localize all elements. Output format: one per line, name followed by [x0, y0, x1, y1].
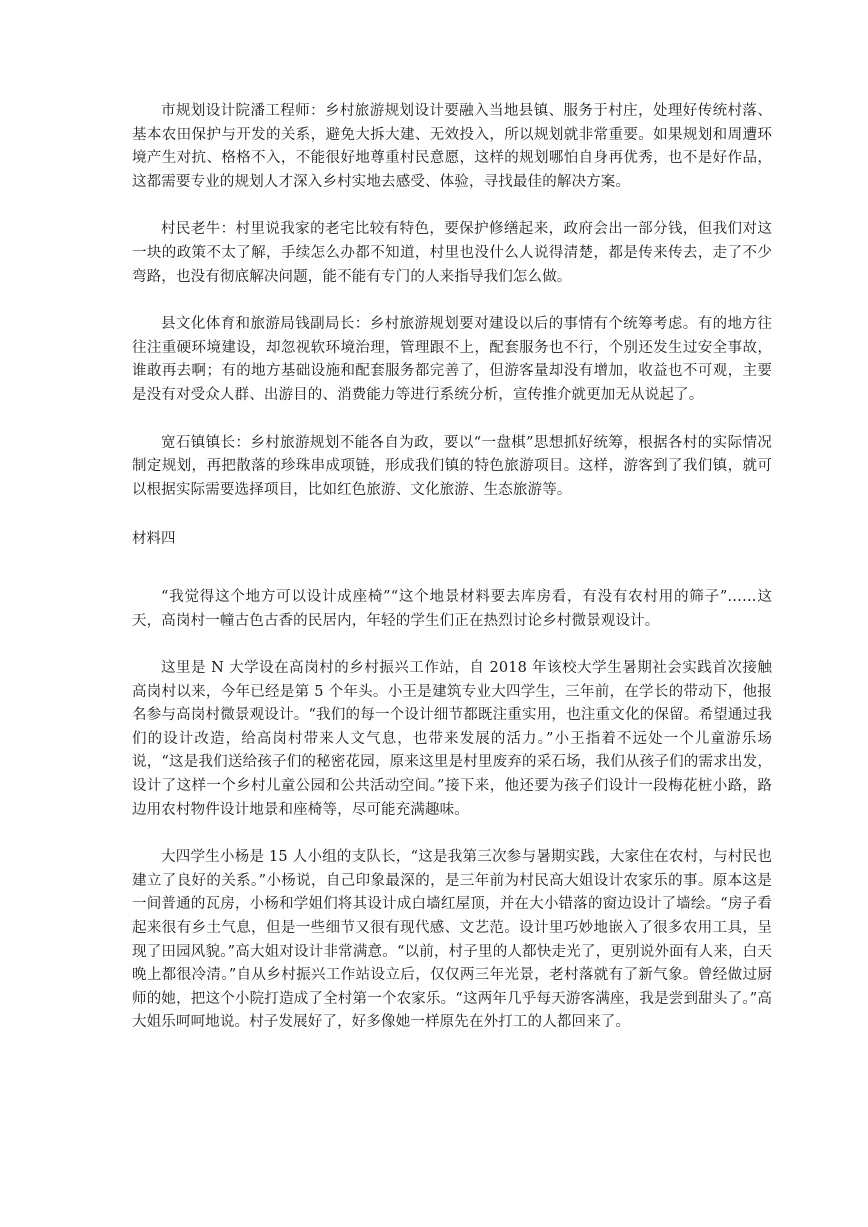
section-heading: 材料四 [132, 531, 176, 548]
paragraph-students-discussion: “我觉得这个地方可以设计成座椅”“这个地景材料要去库房看，有没有农村用的筛子”……这天，高岗村一幢古色古香的民居内，年轻的学生们正在热烈讨论乡村微景观设计。 [132, 588, 772, 629]
paragraph-villager-niu: 村民老牛：村里说我家的老宅比较有特色，要保护修缮起来，政府会出一部分钱，但我们对这一块的政策不太了解，手续怎么办都不知道，村里也没什么人说得清楚，都是传来传去，走了不少弯路，也没有彻底解决问题，能不能有专门的人来指导我们怎么做。 [132, 221, 772, 285]
paragraph-workstation-xiaowang: 这里是 N 大学设在高岗村的乡村振兴工作站，自 2018 年该校大学生暑期社会实践首次接触高岗村以来，今年已经是第 5 个年头。小王是建筑专业大四学生，三年前，在学长的带动下，他报名参与高岗村微景观设计。“我们的每一个设计细节都既注重实用，也注重文化的保留。希望通过我们的设计改造，给高岗村带来人文气息，也带来发展的活力。”小王指着不远处一个儿童游乐场说，“这是我们送给孩子们的秘密花园，原来这里是村里废弃的采石场，我们从孩子们的需求出发，设计了这样一个乡村儿童公园和公共活动空间。”接下来，他还要为孩子们设计一段梅花桩小路，路边用农村物件设计地景和座椅等，尽可能充满趣味。 [132, 660, 772, 818]
paragraph-xiaoyang-gao: 大四学生小杨是 15 人小组的支队长，“这是我第三次参与暑期实践，大家住在农村，与村民也建立了良好的关系。”小杨说，自己印象最深的，是三年前为村民高大姐设计农家乐的事。原本这是一间普通的瓦房，小杨和学姐们将其设计成白墙红屋顶，并在大小错落的窗边设计了墙绘。“房子看起来很有乡土气息，但是一些细节又很有现代感、文艺范。设计里巧妙地嵌入了很多农用工具，呈现了田园风貌。”高大姐对设计非常满意。“以前，村子里的人都快走光了，更别说外面有人来，白天晚上都很冷清。”自从乡村振兴工作站设立后，仅仅两三年光景，老村落就有了新气象。曾经做过厨师的她，把这个小院打造成了全村第一个农家乐。“这两年几乎每天游客满座，我是尝到甜头了。”高大姐乐呵呵地说。村子发展好了，好多像她一样原先在外打工的人都回来了。 [132, 849, 772, 1031]
paragraph-deputy-director-qian: 县文化体育和旅游局钱副局长：乡村旅游规划要对建设以后的事情有个统筹考虑。有的地方往往注重硬环境建设，却忽视软环境治理，管理跟不上，配套服务也不行，个别还发生过安全事故，谁敢再去啊；有的地方基础设施和配套服务都完善了，但游客量却没有增加，收益也不可观，主要是没有对受众人群、出游目的、消费能力等进行系统分析，宣传推介就更加无从说起了。 [132, 316, 772, 403]
paragraph-pan-engineer: 市规划设计院潘工程师：乡村旅游规划设计要融入当地县镇、服务于村庄，处理好传统村落、基本农田保护与开发的关系，避免大拆大建、无效投入，所以规划就非常重要。如果规划和周遭环境产生对抗、格格不入，不能很好地尊重村民意愿，这样的规划哪怕自身再优秀，也不是好作品，这都需要专业的规划人才深入乡村实地去感受、体验，寻找最佳的解决方案。 [132, 103, 772, 190]
paragraph-town-mayor: 宽石镇镇长：乡村旅游规划不能各自为政，要以“一盘棋”思想抓好统筹，根据各村的实际情况制定规划，再把散落的珍珠串成项链，形成我们镇的特色旅游项目。这样，游客到了我们镇，就可以根据实际需要选择项目，比如红色旅游、文化旅游、生态旅游等。 [132, 434, 772, 498]
document-page [132, 100, 772, 1059]
